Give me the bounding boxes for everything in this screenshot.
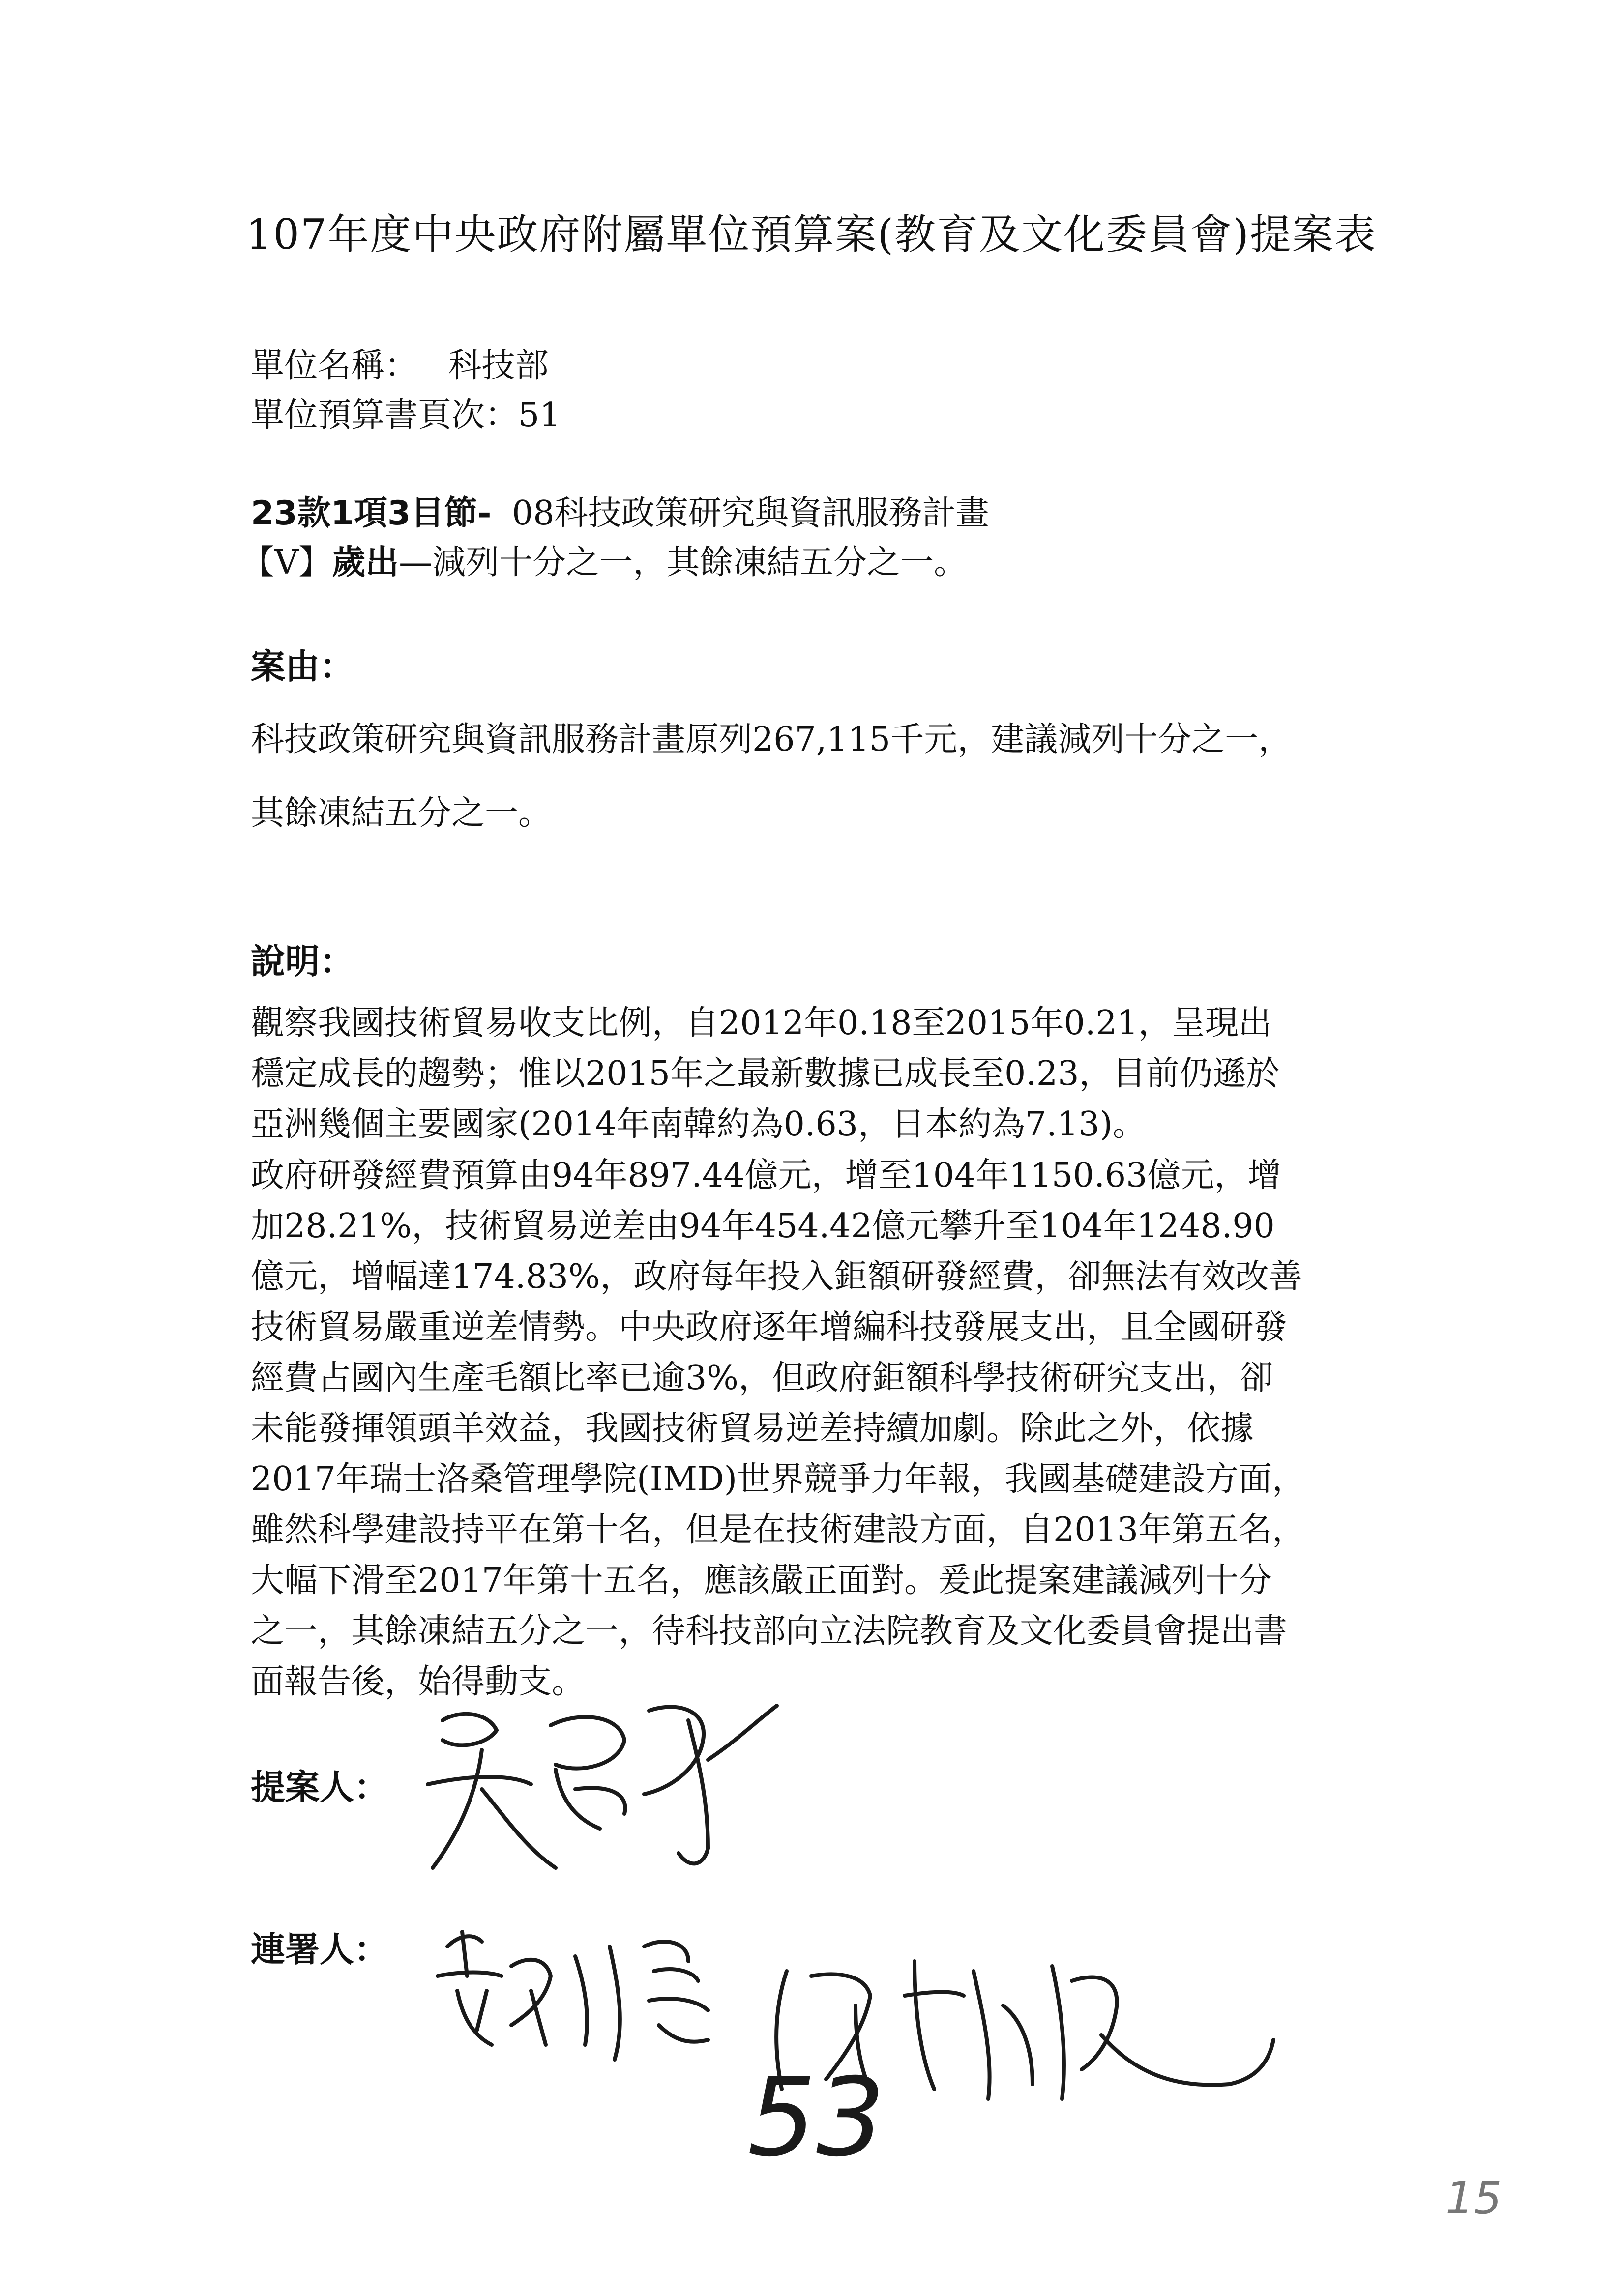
cosigner-signature-1 [428, 1917, 733, 2074]
budget-plan-name: 08科技政策研究與資訊服務計畫 [512, 494, 989, 533]
explanation-line: 大幅下滑至2017年第十五名，應該嚴正面對。爰此提案建議減列十分 [251, 1561, 1272, 1600]
handwritten-page-number: 53 [747, 2055, 885, 2180]
explanation-line: 穩定成長的趨勢；惟以2015年之最新數據已成長至0.23，目前仍遜於 [251, 1054, 1280, 1093]
explanation-line: 之一，其餘凍結五分之一，待科技部向立法院教育及文化委員會提出書 [251, 1612, 1288, 1651]
explanation-line: 政府研發經費預算由94年897.44億元，增至104年1150.63億元，增 [251, 1156, 1281, 1195]
budget-item-code: 23款1項3目節- [251, 494, 492, 533]
explanation-paragraph-1 [251, 998, 1279, 1150]
proposer-label: 提案人： [251, 1767, 388, 1807]
corner-mark: 15 [1446, 2173, 1502, 2224]
explanation-line: 加28.21%，技術貿易逆差由94年454.42億元攀升至104年1248.90 [251, 1207, 1275, 1246]
proposer-signature [413, 1691, 787, 1897]
explanation-line: 億元，增幅達174.83%，政府每年投入鉅額研發經費，卻無法有效改善 [251, 1257, 1302, 1296]
explanation-line: 面報告後，始得動支。 [251, 1662, 586, 1701]
explanation-line: 經費占國內生產毛額比率已逾3%，但政府鉅額科學技術研究支出，卻 [251, 1359, 1273, 1397]
cosigners-label: 連署人： [251, 1929, 388, 1970]
explanation-line: 亞洲幾個主要國家(2014年南韓約為0.63，日本約為7.13)。 [251, 1105, 1146, 1144]
explanation-line: 雖然科學建設持平在第十名，但是在技術建設方面，自2013年第五名， [251, 1511, 1306, 1549]
budget-category: 歲出 [332, 543, 399, 582]
unit-name-row [251, 339, 549, 387]
explanation-line: 技術貿易嚴重逆差情勢。中央政府逐年增編科技發展支出，且全國研發 [251, 1308, 1288, 1347]
reason-line-2: 其餘凍結五分之一。 [251, 794, 552, 833]
unit-page-label: 單位預算書頁次： [251, 396, 519, 435]
unit-name-value: 科技部 [448, 347, 549, 385]
checkbox-mark: 【V】 [241, 543, 332, 582]
unit-name-label: 單位名稱： [251, 347, 418, 385]
unit-page-value: 51 [518, 396, 561, 435]
unit-page-row [251, 388, 561, 436]
budget-action: —減列十分之一，其餘凍結五分之一。 [399, 543, 968, 582]
explanation-line: 觀察我國技術貿易收支比例，自2012年0.18至2015年0.21，呈現出 [251, 1004, 1272, 1043]
document-title: 107年度中央政府附屬單位預算案(教育及文化委員會)提案表 [246, 210, 1377, 259]
explanation-line: 未能發揮領頭羊效益，我國技術貿易逆差持續加劇。除此之外，依據 [251, 1409, 1254, 1448]
reason-line-1: 科技政策研究與資訊服務計畫原列267,115千元，建議減列十分之一， [251, 720, 1292, 759]
explanation-line: 2017年瑞士洛桑管理學院(IMD)世界競爭力年報，我國基礎建設方面， [251, 1460, 1306, 1499]
budget-item-row [251, 487, 989, 534]
explanation-paragraph-2 [251, 1150, 1305, 1707]
reason-heading: 案由： [251, 646, 354, 687]
budget-action-row [241, 536, 967, 583]
explanation-heading: 說明： [251, 941, 354, 982]
